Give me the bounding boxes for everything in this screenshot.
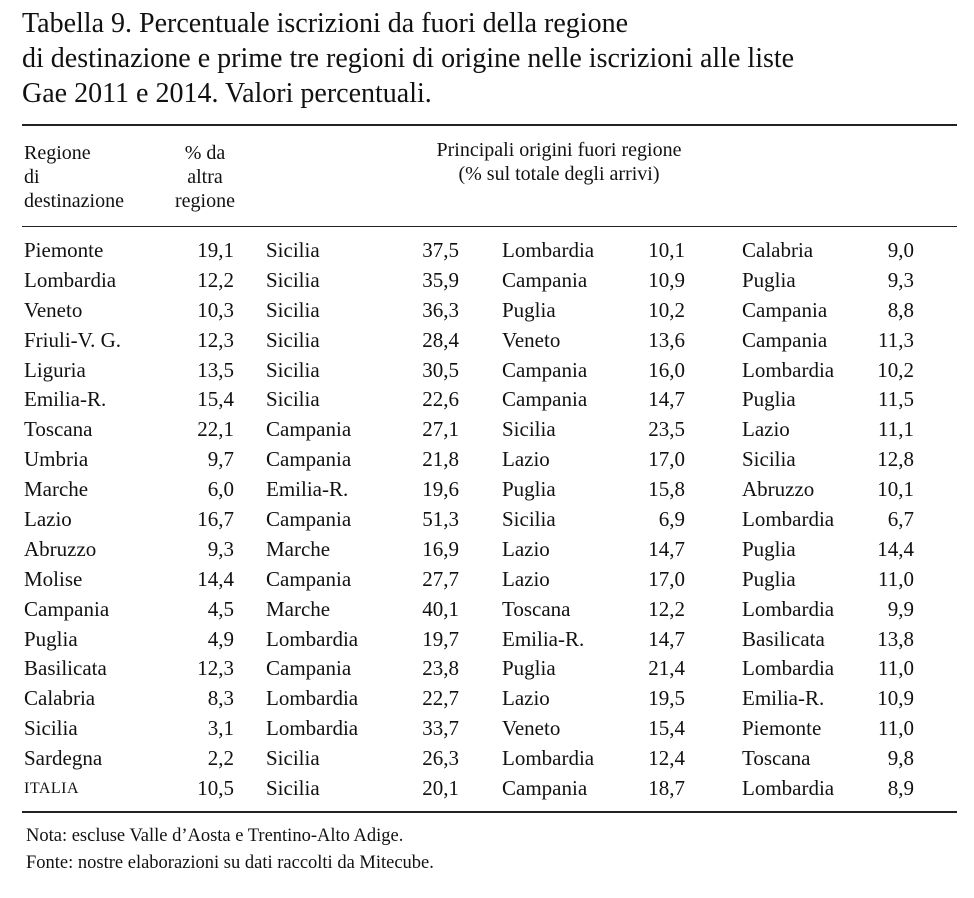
origin1-cell: Sicilia	[266, 297, 320, 322]
origin3-value: 9,9	[887, 596, 914, 621]
origin1-value: 19,6	[422, 477, 459, 502]
origin3-value: 11,0	[878, 716, 914, 741]
table-row	[0, 535, 974, 565]
origin2-cell: Lazio	[502, 686, 550, 711]
origin1-value: 36,3	[422, 297, 459, 322]
origin3-value: 11,0	[878, 656, 914, 681]
region-cell: Basilicata	[24, 656, 107, 681]
region-cell: Lazio	[24, 507, 72, 532]
pct-cell: 10,3	[197, 297, 234, 322]
region-cell: Emilia-R.	[24, 387, 107, 412]
origin3-cell: Sicilia	[742, 447, 796, 472]
pct-cell: 3,1	[207, 716, 234, 741]
origin2-cell: Lazio	[502, 536, 550, 561]
origin2-cell: Lombardia	[502, 746, 595, 771]
table-row	[0, 654, 974, 684]
pct-cell: 12,3	[197, 327, 234, 352]
origin1-cell: Sicilia	[266, 776, 320, 801]
table-row	[0, 625, 974, 655]
origin2-cell: Puglia	[502, 656, 556, 681]
origin3-cell: Lombardia	[742, 656, 835, 681]
origin3-value: 14,4	[877, 536, 914, 561]
origin3-value: 11,3	[878, 327, 914, 352]
origin1-value: 51,3	[422, 507, 459, 532]
header-rule	[22, 226, 957, 227]
source-text: Fonte: nostre elaborazioni su dati raccolti da Mitecube.	[26, 853, 434, 873]
origin1-cell: Sicilia	[266, 746, 320, 771]
top-rule	[22, 124, 957, 126]
origin3-cell: Lombardia	[742, 596, 835, 621]
table-row	[0, 714, 974, 744]
origin3-value: 11,1	[878, 417, 914, 442]
region-cell: Puglia	[24, 626, 78, 651]
origin2-cell: Veneto	[502, 716, 561, 741]
header-pct-line: altra	[187, 166, 223, 188]
origin1-value: 16,9	[422, 536, 459, 561]
origin1-cell: Marche	[266, 536, 331, 561]
region-cell: Campania	[24, 596, 110, 621]
origin2-value: 10,9	[648, 267, 685, 292]
table-row	[0, 326, 974, 356]
origin3-cell: Campania	[742, 297, 828, 322]
header-region-line: destinazione	[24, 190, 124, 212]
title-line-1: Tabella 9. Percentuale iscrizioni da fuori della regione	[22, 8, 629, 39]
origin1-value: 22,7	[422, 686, 459, 711]
origin3-value: 10,9	[877, 686, 914, 711]
region-cell: Sicilia	[24, 716, 78, 741]
origin3-cell: Abruzzo	[742, 477, 815, 502]
origin2-cell: Veneto	[502, 327, 561, 352]
origin1-value: 20,1	[422, 776, 459, 801]
origin1-value: 37,5	[422, 238, 459, 262]
origin3-value: 10,2	[877, 357, 914, 382]
origin3-value: 10,1	[877, 477, 914, 502]
origin2-value: 19,5	[648, 686, 685, 711]
origin3-value: 13,8	[877, 626, 914, 651]
pct-cell: 12,3	[197, 656, 234, 681]
table-row	[0, 385, 974, 415]
origin2-cell: Campania	[502, 267, 588, 292]
origin1-cell: Lombardia	[266, 626, 359, 651]
region-cell: Lombardia	[24, 267, 117, 292]
pct-cell: 15,4	[197, 387, 234, 412]
pct-cell: 4,5	[207, 596, 234, 621]
origin3-value: 8,9	[887, 776, 914, 801]
origin2-cell: Campania	[502, 357, 588, 382]
pct-cell: 22,1	[197, 417, 234, 442]
origin1-value: 27,1	[422, 417, 459, 442]
origin2-value: 10,2	[648, 297, 685, 322]
origin3-cell: Lombardia	[742, 507, 835, 532]
origin3-value: 12,8	[877, 447, 914, 472]
origin1-value: 26,3	[422, 746, 459, 771]
origin3-cell: Toscana	[742, 746, 811, 771]
table-row	[0, 236, 974, 266]
region-cell: Friuli-V. G.	[24, 327, 122, 352]
origin2-value: 17,0	[648, 447, 685, 472]
table-row	[0, 774, 974, 804]
header-origins-line: Principali origini fuori regione	[436, 139, 682, 161]
region-cell: Calabria	[24, 686, 96, 711]
origin1-cell: Campania	[266, 566, 352, 591]
origin2-cell: Campania	[502, 387, 588, 412]
header-origins	[394, 138, 724, 186]
pct-cell: 19,1	[197, 238, 234, 262]
origin2-value: 12,2	[648, 596, 685, 621]
origin1-cell: Sicilia	[266, 238, 320, 262]
origin2-cell: Puglia	[502, 477, 556, 502]
origin1-cell: Marche	[266, 596, 331, 621]
pct-cell: 14,4	[197, 566, 234, 591]
origin3-cell: Puglia	[742, 566, 796, 591]
header-region	[24, 141, 124, 213]
region-cell: Molise	[24, 566, 83, 591]
table-row	[0, 296, 974, 326]
origin2-value: 23,5	[648, 417, 685, 442]
bottom-rule	[22, 811, 957, 813]
origin1-cell: Lombardia	[266, 686, 359, 711]
origin2-value: 6,9	[658, 507, 685, 532]
origin1-cell: Sicilia	[266, 387, 320, 412]
region-cell: Piemonte	[24, 238, 104, 262]
origin2-value: 14,7	[648, 536, 685, 561]
origin1-cell: Sicilia	[266, 267, 320, 292]
pct-cell: 10,5	[197, 776, 234, 801]
origin3-value: 6,7	[887, 507, 914, 532]
table-row	[0, 565, 974, 595]
region-cell: ITALIA	[24, 780, 80, 798]
origin3-cell: Basilicata	[742, 626, 825, 651]
table-row	[0, 744, 974, 774]
region-cell: Umbria	[24, 447, 89, 472]
table-notes	[26, 823, 434, 877]
origin2-cell: Sicilia	[502, 507, 556, 532]
origin1-value: 35,9	[422, 267, 459, 292]
title-line-2: di destinazione e prime tre regioni di origine nelle iscrizioni alle liste	[22, 43, 795, 74]
origin2-value: 17,0	[648, 566, 685, 591]
origin2-cell: Sicilia	[502, 417, 556, 442]
origin3-cell: Puglia	[742, 387, 796, 412]
header-origins-line: (% sul totale degli arrivi)	[458, 163, 660, 185]
origin3-cell: Piemonte	[742, 716, 822, 741]
origin2-cell: Emilia-R.	[502, 626, 585, 651]
note-text: Nota: escluse Valle d’Aosta e Trentino-Alto Adige.	[26, 826, 404, 846]
table-title	[22, 6, 962, 111]
origin1-value: 23,8	[422, 656, 459, 681]
origin1-value: 21,8	[422, 447, 459, 472]
origin2-value: 12,4	[648, 746, 685, 771]
origin2-value: 10,1	[648, 238, 685, 262]
title-line-3: Gae 2011 e 2014. Valori percentuali.	[22, 78, 432, 109]
origin1-cell: Sicilia	[266, 327, 320, 352]
origin2-cell: Campania	[502, 776, 588, 801]
origin1-value: 22,6	[422, 387, 459, 412]
origin2-value: 16,0	[648, 357, 685, 382]
origin3-value: 9,0	[887, 238, 914, 262]
region-cell: Veneto	[24, 297, 83, 322]
origin3-cell: Emilia-R.	[742, 686, 825, 711]
header-pct-line: % da	[184, 142, 226, 164]
origin3-cell: Lazio	[742, 417, 790, 442]
origin2-cell: Lazio	[502, 566, 550, 591]
origin1-value: 19,7	[422, 626, 459, 651]
origin1-value: 40,1	[422, 596, 459, 621]
table-row	[0, 475, 974, 505]
origin2-value: 15,4	[648, 716, 685, 741]
origin3-cell: Puglia	[742, 536, 796, 561]
pct-cell: 9,3	[207, 536, 234, 561]
origin3-value: 9,3	[887, 267, 914, 292]
origin3-value: 9,8	[887, 746, 914, 771]
origin1-cell: Sicilia	[266, 357, 320, 382]
origin3-cell: Lombardia	[742, 357, 835, 382]
origin2-cell: Toscana	[502, 596, 571, 621]
origin3-value: 11,5	[878, 387, 914, 412]
region-cell: Marche	[24, 477, 89, 502]
origin2-value: 18,7	[648, 776, 685, 801]
origin2-cell: Lazio	[502, 447, 550, 472]
origin2-cell: Puglia	[502, 297, 556, 322]
origin2-value: 14,7	[648, 387, 685, 412]
pct-cell: 12,2	[197, 267, 234, 292]
table-row	[0, 356, 974, 386]
origin2-value: 21,4	[648, 656, 685, 681]
pct-cell: 6,0	[207, 477, 234, 502]
origin2-value: 14,7	[648, 626, 685, 651]
header-region-line: Regione	[24, 142, 91, 164]
origin3-cell: Lombardia	[742, 776, 835, 801]
table-body	[0, 236, 974, 804]
header-pct	[175, 141, 235, 213]
table-row	[0, 595, 974, 625]
table-row	[0, 415, 974, 445]
origin3-value: 8,8	[887, 297, 914, 322]
header-pct-line: regione	[175, 190, 235, 212]
origin2-cell: Lombardia	[502, 238, 595, 262]
table-row	[0, 684, 974, 714]
table-row	[0, 505, 974, 535]
origin1-cell: Campania	[266, 656, 352, 681]
origin2-value: 15,8	[648, 477, 685, 502]
pct-cell: 9,7	[207, 447, 234, 472]
origin1-cell: Lombardia	[266, 716, 359, 741]
pct-cell: 4,9	[207, 626, 234, 651]
origin1-value: 28,4	[422, 327, 459, 352]
pct-cell: 13,5	[197, 357, 234, 382]
origin1-cell: Campania	[266, 507, 352, 532]
origin1-cell: Emilia-R.	[266, 477, 349, 502]
pct-cell: 16,7	[197, 507, 234, 532]
table-row	[0, 266, 974, 296]
origin1-value: 30,5	[422, 357, 459, 382]
origin1-value: 33,7	[422, 716, 459, 741]
origin3-cell: Campania	[742, 327, 828, 352]
pct-cell: 2,2	[207, 746, 234, 771]
region-cell: Sardegna	[24, 746, 103, 771]
pct-cell: 8,3	[207, 686, 234, 711]
table-row	[0, 445, 974, 475]
origin1-value: 27,7	[422, 566, 459, 591]
origin3-value: 11,0	[878, 566, 914, 591]
origin1-cell: Campania	[266, 417, 352, 442]
origin2-value: 13,6	[648, 327, 685, 352]
region-cell: Abruzzo	[24, 536, 97, 561]
origin3-cell: Calabria	[742, 238, 814, 262]
origin3-cell: Puglia	[742, 267, 796, 292]
header-region-line: di	[24, 166, 40, 188]
origin1-cell: Campania	[266, 447, 352, 472]
region-cell: Toscana	[24, 417, 93, 442]
region-cell: Liguria	[24, 357, 86, 382]
